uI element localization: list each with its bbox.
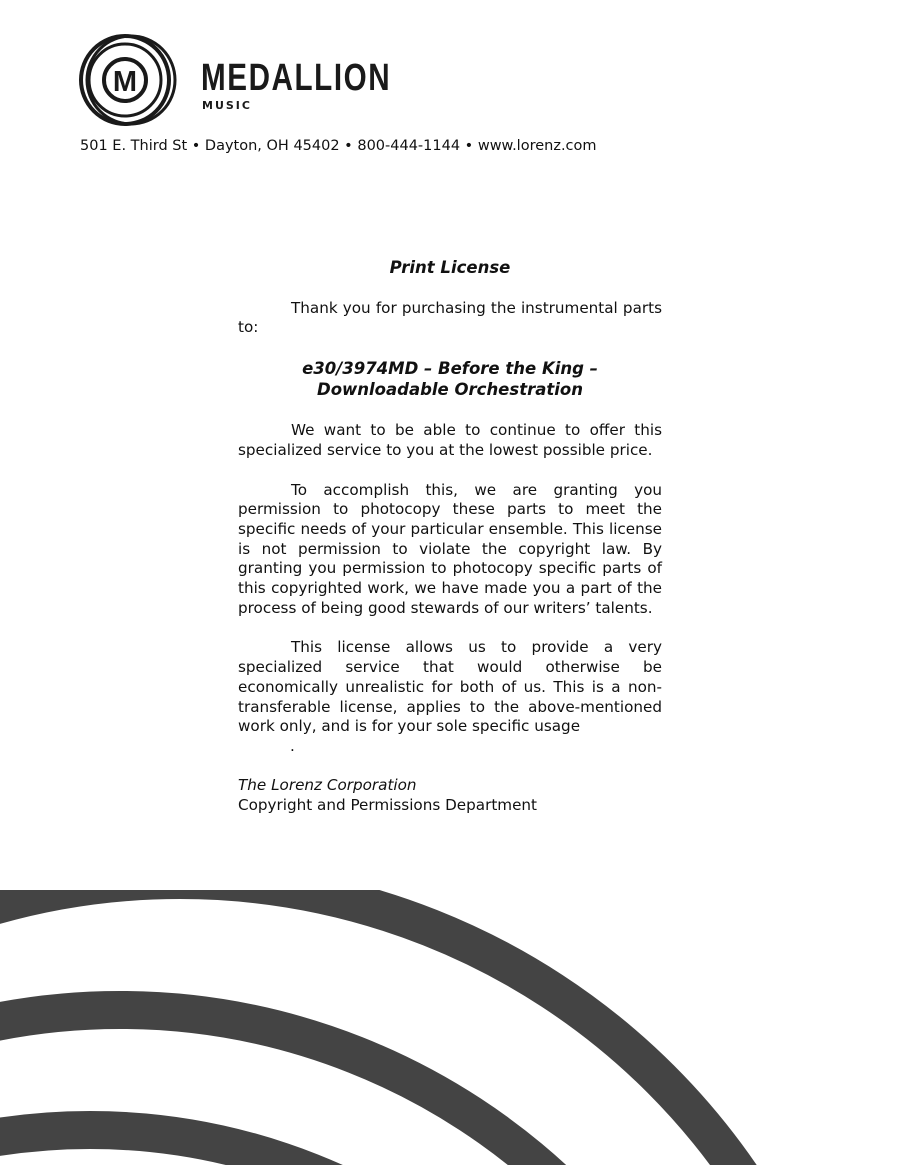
paragraph-2: To accomplish this, we are granting you permission to photocopy these parts to meet the specific needs of your particular ensemble. This license is not permission to violate the copyright law. By granting you permission to photocopy specific parts of this copyrighted work, we have made you a part of the process of being good stewards of our writers’ talents. [238, 480, 662, 617]
product-title-line2: Downloadable Orchestration [317, 380, 583, 400]
paragraph-3: This license allows us to provide a very specialized service that would otherwise be economically unrealistic for both of us. This is a non-transferable license, applies to the above-mentioned work only, and is for your sole specific usage [238, 638, 662, 736]
logo-letter: M [112, 66, 138, 98]
medallion-logo-icon [79, 32, 191, 132]
product-title-line1: e30/3974MD – Before the King – [302, 359, 598, 379]
decorative-arcs [0, 890, 900, 1165]
medallion-logo [79, 32, 392, 136]
arc-group [0, 890, 860, 1165]
signature-company: The Lorenz Corporation [238, 775, 417, 794]
brand-sub: MUSIC [202, 99, 252, 112]
letter-body [238, 258, 662, 815]
paragraph-1: We want to be able to continue to offer this specialized service to you at the lowest possible price. [238, 421, 662, 459]
stray-dot: . [290, 736, 295, 755]
signature-department: Copyright and Permissions Department [238, 795, 537, 814]
arc-inner [0, 1130, 690, 1165]
brand-name: MEDALLION [201, 57, 392, 99]
address-line: 501 E. Third St • Dayton, OH 45402 • 800-444-1144 • www.lorenz.com [80, 138, 597, 154]
letter-title: Print License [389, 258, 511, 277]
intro-paragraph: Thank you for purchasing the instrumental parts to: [238, 298, 662, 337]
product-title [238, 358, 662, 400]
